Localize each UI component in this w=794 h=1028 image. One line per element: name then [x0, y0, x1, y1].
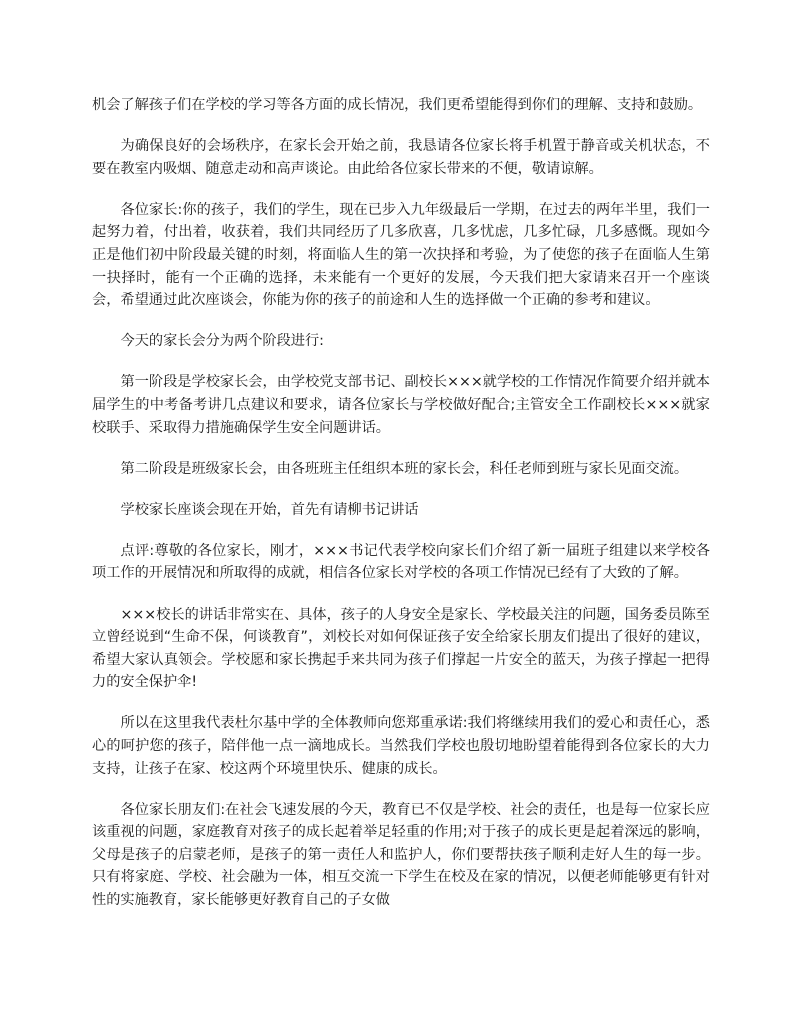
paragraph-9: ×××校长的讲话非常实在、具体，孩子的人身安全是家长、学校最关注的问题，国务委员陈至立曾经说到“生命不保，何谈教育”，刘校长对如何保证孩子安全给家长朋友们提出了很好的建议，希望大家认真领会。学校愿和家长携起手来共同为孩子们撑起一片安全的蓝天，为孩子撑起一把得力的安全保护伞!	[92, 606, 710, 691]
paragraph-2: 为确保良好的会场秩序，在家长会开始之前，我恳请各位家长将手机置于静音或关机状态，不要在教室内吸烟、随意走动和高声谈论。由此给各位家长带来的不便，敬请谅解。	[92, 138, 710, 177]
paragraph-3: 各位家长:你的孩子，我们的学生，现在已步入九年级最后一学期，在过去的两年半里，我们一起努力着，付出着，收获着，我们共同经历了几多欣喜，几多忧虑，几多忙碌，几多感慨。现如今正是他们初中阶段最关键的时刻，将面临人生的第一次抉择和考验，为了使您的孩子在面临人生第一抉择时，能有一个正确的选择，未来能有一个更好的发展，今天我们把大家请来召开一个座谈会，希望通过此次座谈会，你能为你的孩子的前途和人生的选择做一个正确的参考和建议。	[92, 201, 710, 309]
paragraph-11: 各位家长朋友们:在社会飞速发展的今天，教育已不仅是学校、社会的责任，也是每一位家长应该重视的问题，家庭教育对孩子的成长起着举足轻重的作用;对于孩子的成长更是起着深远的影响，父母是孩子的启蒙老师，是孩子的第一责任人和监护人，你们要帮扶孩子顺利走好人生的每一步。只有将家庭、学校、社会融为一体，相互交流一下学生在校及在家的情况，以便老师能够更有针对性的实施教育，家长能够更好教育自己的子女做	[92, 801, 710, 909]
paragraph-5: 第一阶段是学校家长会，由学校党支部书记、副校长×××就学校的工作情况作简要介绍并就本届学生的中考备考讲几点建议和要求，请各位家长与学校做好配合;主管安全工作副校长×××就家校联手、采取得力措施确保学生安全问题讲话。	[92, 374, 710, 436]
paragraph-7: 学校家长座谈会现在开始，首先有请柳书记讲话	[120, 501, 419, 518]
paragraph-8: 点评:尊敬的各位家长，刚才，×××书记代表学校向家长们介绍了新一届班子组建以来学校各项工作的开展情况和所取得的成就，相信各位家长对学校的各项工作情况已经有了大致的了解。	[92, 542, 710, 582]
document-page	[92, 94, 710, 930]
paragraph-4: 今天的家长会分为两个阶段进行:	[120, 333, 324, 350]
paragraph-6: 第二阶段是班级家长会，由各班班主任组织本班的家长会，科任老师到班与家长见面交流。	[120, 460, 689, 477]
paragraph-1: 机会了解孩子们在学校的学习等各方面的成长情况，我们更希望能得到你们的理解、支持和鼓励。	[92, 97, 703, 113]
paragraph-10: 所以在这里我代表杜尔基中学的全体教师向您郑重承诺:我们将继续用我们的爱心和责任心，悉心的呵护您的孩子，陪伴他一点一滴地成长。当然我们学校也殷切地盼望着能得到各位家长的大力支持，让孩子在家、校这两个环境里快乐、健康的成长。	[92, 715, 710, 777]
